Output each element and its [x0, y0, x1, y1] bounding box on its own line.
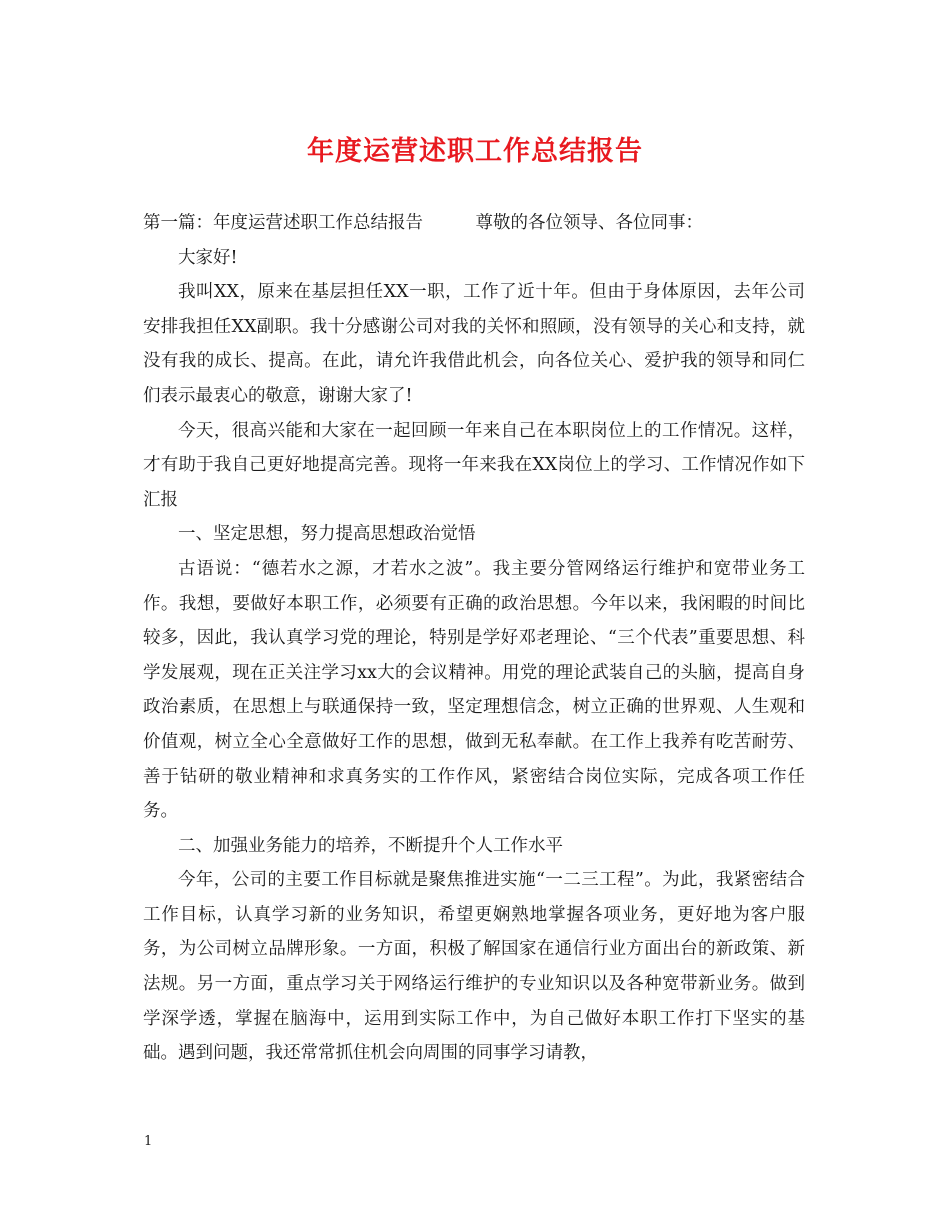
- paragraph-self-introduction: 我叫XX，原来在基层担任XX一职，工作了近十年。但由于身体原因，去年公司安排我担任XX副职。我十分感谢公司对我的关怀和照顾，没有领导的关心和支持，就没有我的成长、提高。在此，请允许我借此机会，向各位关心、爱护我的领导和同仁们表示最衷心的敬意，谢谢大家了!: [143, 282, 805, 406]
- section-heading-1: 一、坚定思想，努力提高思想政治觉悟: [178, 524, 476, 545]
- paragraph-section-1: 古语说：“德若水之源，才若水之波”。我主要分管网络运行维护和宽带业务工作。我想，要做好本职工作，必须要有正确的政治思想。今年以来，我闲暇的时间比较多，因此，我认真学习党的理论，特别是学好邓老理论、“三个代表”重要思想、科学发展观，现在正关注学习xx大的会议精神。用党的理论武装自己的头脑，提高自身政治素质，在思想上与联通保持一致，坚定理想信念，树立正确的世界观、人生观和价值观，树立全心全意做好工作的思想，做到无私奉献。在工作上我养有吃苦耐劳、善于钻研的敬业精神和求真务实的工作作风，紧密结合岗位实际，完成各项工作任务。: [143, 558, 805, 822]
- document-body: [143, 206, 805, 1071]
- paragraph-section-2: 今年，公司的主要工作目标就是聚焦推进实施“一二三工程”。为此，我紧密结合工作目标，认真学习新的业务知识，希望更娴熟地掌握各项业务，更好地为客户服务，为公司树立品牌形象。一方面，积极了解国家在通信行业方面出台的新政策、新法规。另一方面，重点学习关于网络运行维护的专业知识以及各种宽带新业务。做到学深学透，掌握在脑海中，运用到实际工作中，为自己做好本职工作打下坚实的基础。遇到问题，我还常常抓住机会向周围的同事学习请教，: [143, 870, 805, 1064]
- section-heading-2: 二、加强业务能力的培养，不断提升个人工作水平: [178, 835, 563, 856]
- page-number: 1: [144, 1134, 153, 1149]
- intro-line: 第一篇：年度运营述职工作总结报告 尊敬的各位领导、各位同事：: [143, 213, 703, 233]
- document-title: 年度运营述职工作总结报告: [307, 136, 643, 167]
- paragraph-greeting: 大家好!: [178, 247, 238, 268]
- paragraph-review-intro: 今天，很高兴能和大家在一起回顾一年来自己在本职岗位上的工作情况。这样，才有助于我自己更好地提高完善。现将一年来我在XX岗位上的学习、工作情况作如下汇报: [143, 420, 805, 510]
